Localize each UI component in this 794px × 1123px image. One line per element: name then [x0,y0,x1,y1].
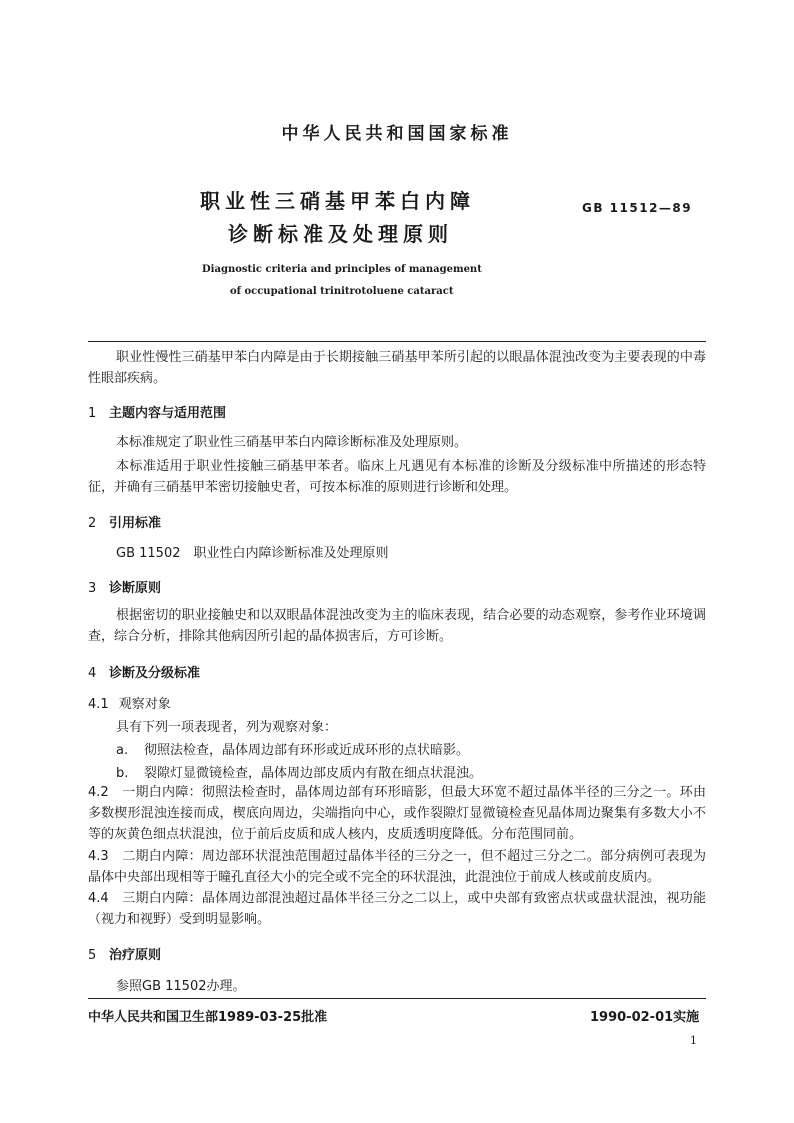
intro-paragraph: 职业性慢性三硝基甲苯白内障是由于长期接触三硝基甲苯所引起的以眼晶体混浊改变为主要表现的中毒性眼部疾病。 [88,350,706,386]
top-divider [88,341,706,342]
section-2-heading [88,512,161,531]
observation-lead: 具有下列一项表现者，列为观察对象： [116,720,338,735]
section-number: 5 [88,948,97,963]
title-line-1: 职业性三硝基甲苯白内障 [200,189,475,213]
standard-type-header: 中华人民共和国国家标准 [281,124,513,144]
section-4-heading [88,662,200,681]
section-number: 4 [88,666,97,681]
subsection-number: 4.1 [88,697,109,712]
section-title: 主题内容与适用范围 [109,406,227,421]
subsection-4-1-heading [88,693,171,712]
implementation-date: 1990-02-01实施 [590,1010,700,1025]
reference-standard: GB 11502 职业性白内障诊断标准及处理原则 [116,546,389,561]
standard-code: GB 11512—89 [582,201,693,215]
english-title-line-2: of occupational trinitrotoluene cataract [230,286,454,297]
english-title-line-1: Diagnostic criteria and principles of management [202,264,482,275]
subsection-4-4-paragraph: 4.4 三期白内障：晶体周边部混浊超过晶体半径三分之二以上，或中央部有致密点状或盘状混浊，视功能（视力和视野）受到明显影响。 [88,891,706,927]
page-number: 1 [690,1034,697,1047]
bottom-divider [88,998,706,999]
section-number: 1 [88,406,97,421]
section-1-heading [88,402,226,421]
section-5-heading [88,944,161,963]
subsection-4-3-paragraph: 4.3 二期白内障：周边部环状混浊范围超过晶体半径的三分之一，但不超过三分之二。部分病例可表现为晶体中央部出现相等于瞳孔直径大小的完全或不完全的环状混浊，此混浊位于前成人核或前皮质内。 [88,849,706,885]
subsection-title: 观察对象 [118,697,171,712]
section-1-paragraph-1: 本标准规定了职业性三硝基甲苯白内障诊断标准及处理原则。 [116,435,468,450]
section-title: 引用标准 [109,516,162,531]
list-text: 裂隙灯显微镜检查，晶体周边部皮质内有散在细点状混浊。 [144,766,483,781]
list-item-b [116,762,482,781]
section-1-paragraph-2: 本标准适用于职业性接触三硝基甲苯者。临床上凡遇见有本标准的诊断及分级标准中所描述的形态特征，并确有三硝基甲苯密切接触史者，可按本标准的原则进行诊断和处理。 [88,459,706,495]
section-3-paragraph: 根据密切的职业接触史和以双眼晶体混浊改变为主的临床表现，结合必要的动态观察，参考作业环境调查，综合分析，排除其他病因所引起的晶体损害后，方可诊断。 [88,608,706,644]
title-line-2: 诊断标准及处理原则 [228,222,453,246]
approval-info: 中华人民共和国卫生部1989-03-25批准 [88,1010,328,1025]
section-number: 2 [88,516,97,531]
list-item-a [116,739,469,758]
section-title: 诊断及分级标准 [109,666,201,681]
section-5-paragraph: 参照GB 11502办理。 [116,979,246,994]
section-3-heading [88,577,161,596]
subsection-4-2-paragraph: 4.2 一期白内障：彻照法检查时，晶体周边部有环形暗影，但最大环宽不超过晶体半径的三分之一。环由多数楔形混浊连接而成，楔底向周边，尖端指向中心，或作裂隙灯显微镜检查见晶体周边聚集有多数大小不等的灰黄色细点状混浊，位于前后皮质和成人核内，皮质透明度降低。分布范围同前。 [88,785,706,842]
section-title: 诊断原则 [109,581,162,596]
section-number: 3 [88,581,97,596]
list-text: 彻照法检查，晶体周边部有环形或近成环形的点状暗影。 [144,743,470,758]
section-title: 治疗原则 [109,948,162,963]
list-label: b. [116,766,129,781]
list-label: a. [116,743,129,758]
